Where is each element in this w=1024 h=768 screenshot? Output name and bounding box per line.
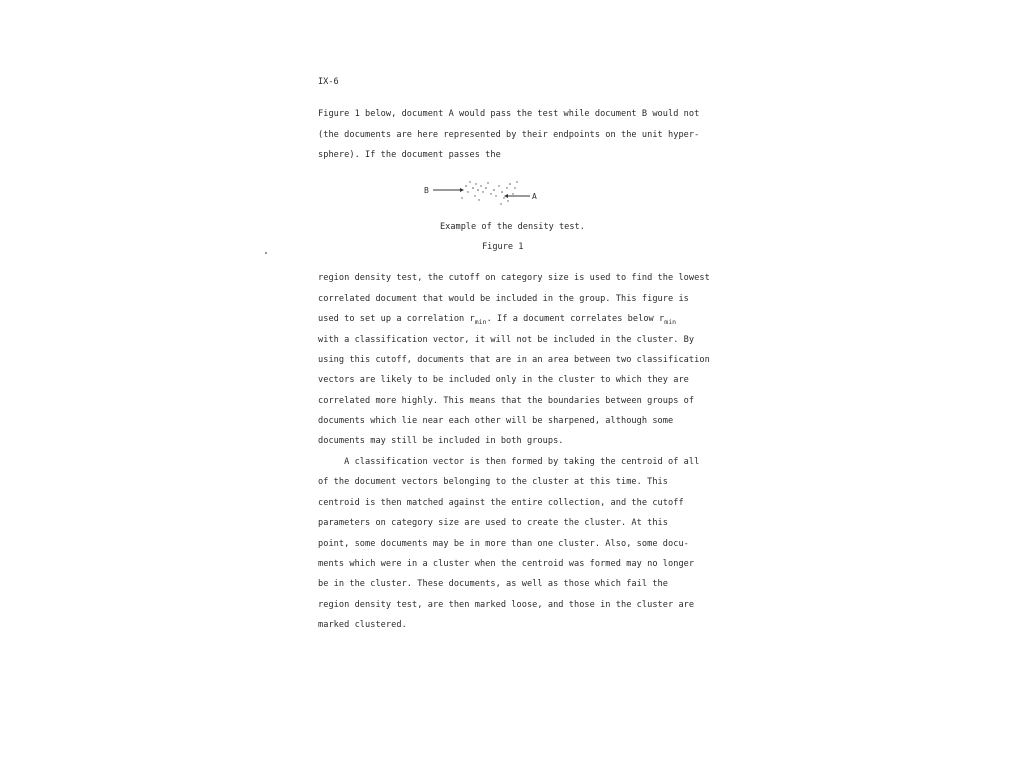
text-line: using this cutoff, documents that are in an area between two classification <box>318 355 710 365</box>
text-line: correlated document that would be included in the group. This figure is <box>318 294 689 304</box>
text-line: ments which were in a cluster when the centroid was formed may no longer <box>318 559 695 569</box>
page-number: IX-6 <box>318 77 339 87</box>
text-line: A classification vector is then formed by taking the centroid of all <box>318 457 700 467</box>
text-line: correlated more highly. This means that the boundaries between groups of <box>318 396 695 406</box>
text-line: region density test, are then marked loose, and those in the cluster are <box>318 600 695 610</box>
scan-speck <box>265 252 267 254</box>
text-line: of the document vectors belonging to the cluster at this time. This <box>318 477 668 487</box>
document-dots <box>461 181 517 204</box>
text-line: vectors are likely to be included only in the cluster to which they are <box>318 375 689 385</box>
text-line-correlation: used to set up a correlation $r_{min}$. If a document correlates below $r_{min}$ <box>318 314 677 326</box>
text-line: sphere). If the document passes the <box>318 150 501 160</box>
subscript-min: min <box>664 318 677 326</box>
text-line: documents which lie near each other will be sharpened, although some <box>318 416 674 426</box>
text-line: centroid is then matched against the entire collection, and the cutoff <box>318 498 684 508</box>
text-line: point, some documents may be in more than one cluster. Also, some docu- <box>318 539 689 549</box>
vector-a-arrow <box>504 194 508 198</box>
text-line: (the documents are here represented by their endpoints on the unit hyper- <box>318 130 700 140</box>
vector-b-arrow <box>460 188 464 192</box>
figure-label: Figure 1 <box>482 242 524 252</box>
text-line: parameters on category size are used to create the cluster. At this <box>318 518 668 528</box>
density-diagram <box>420 176 550 216</box>
text-line: region density test, the cutoff on category size is used to find the lowest <box>318 273 710 283</box>
text-line: marked clustered. <box>318 620 407 630</box>
text-line: with a classification vector, it will not be included in the cluster. By <box>318 335 695 345</box>
subscript-min: min <box>474 318 487 326</box>
figure-caption: Example of the density test. <box>440 222 585 232</box>
text-line: be in the cluster. These documents, as well as those which fail the <box>318 579 668 589</box>
label-b: B <box>424 186 429 195</box>
label-a: A <box>532 192 537 201</box>
text-line: documents may still be included in both groups. <box>318 436 564 446</box>
density-figure <box>420 176 550 216</box>
text-line: Figure 1 below, document A would pass the test while document B would not <box>318 109 700 119</box>
